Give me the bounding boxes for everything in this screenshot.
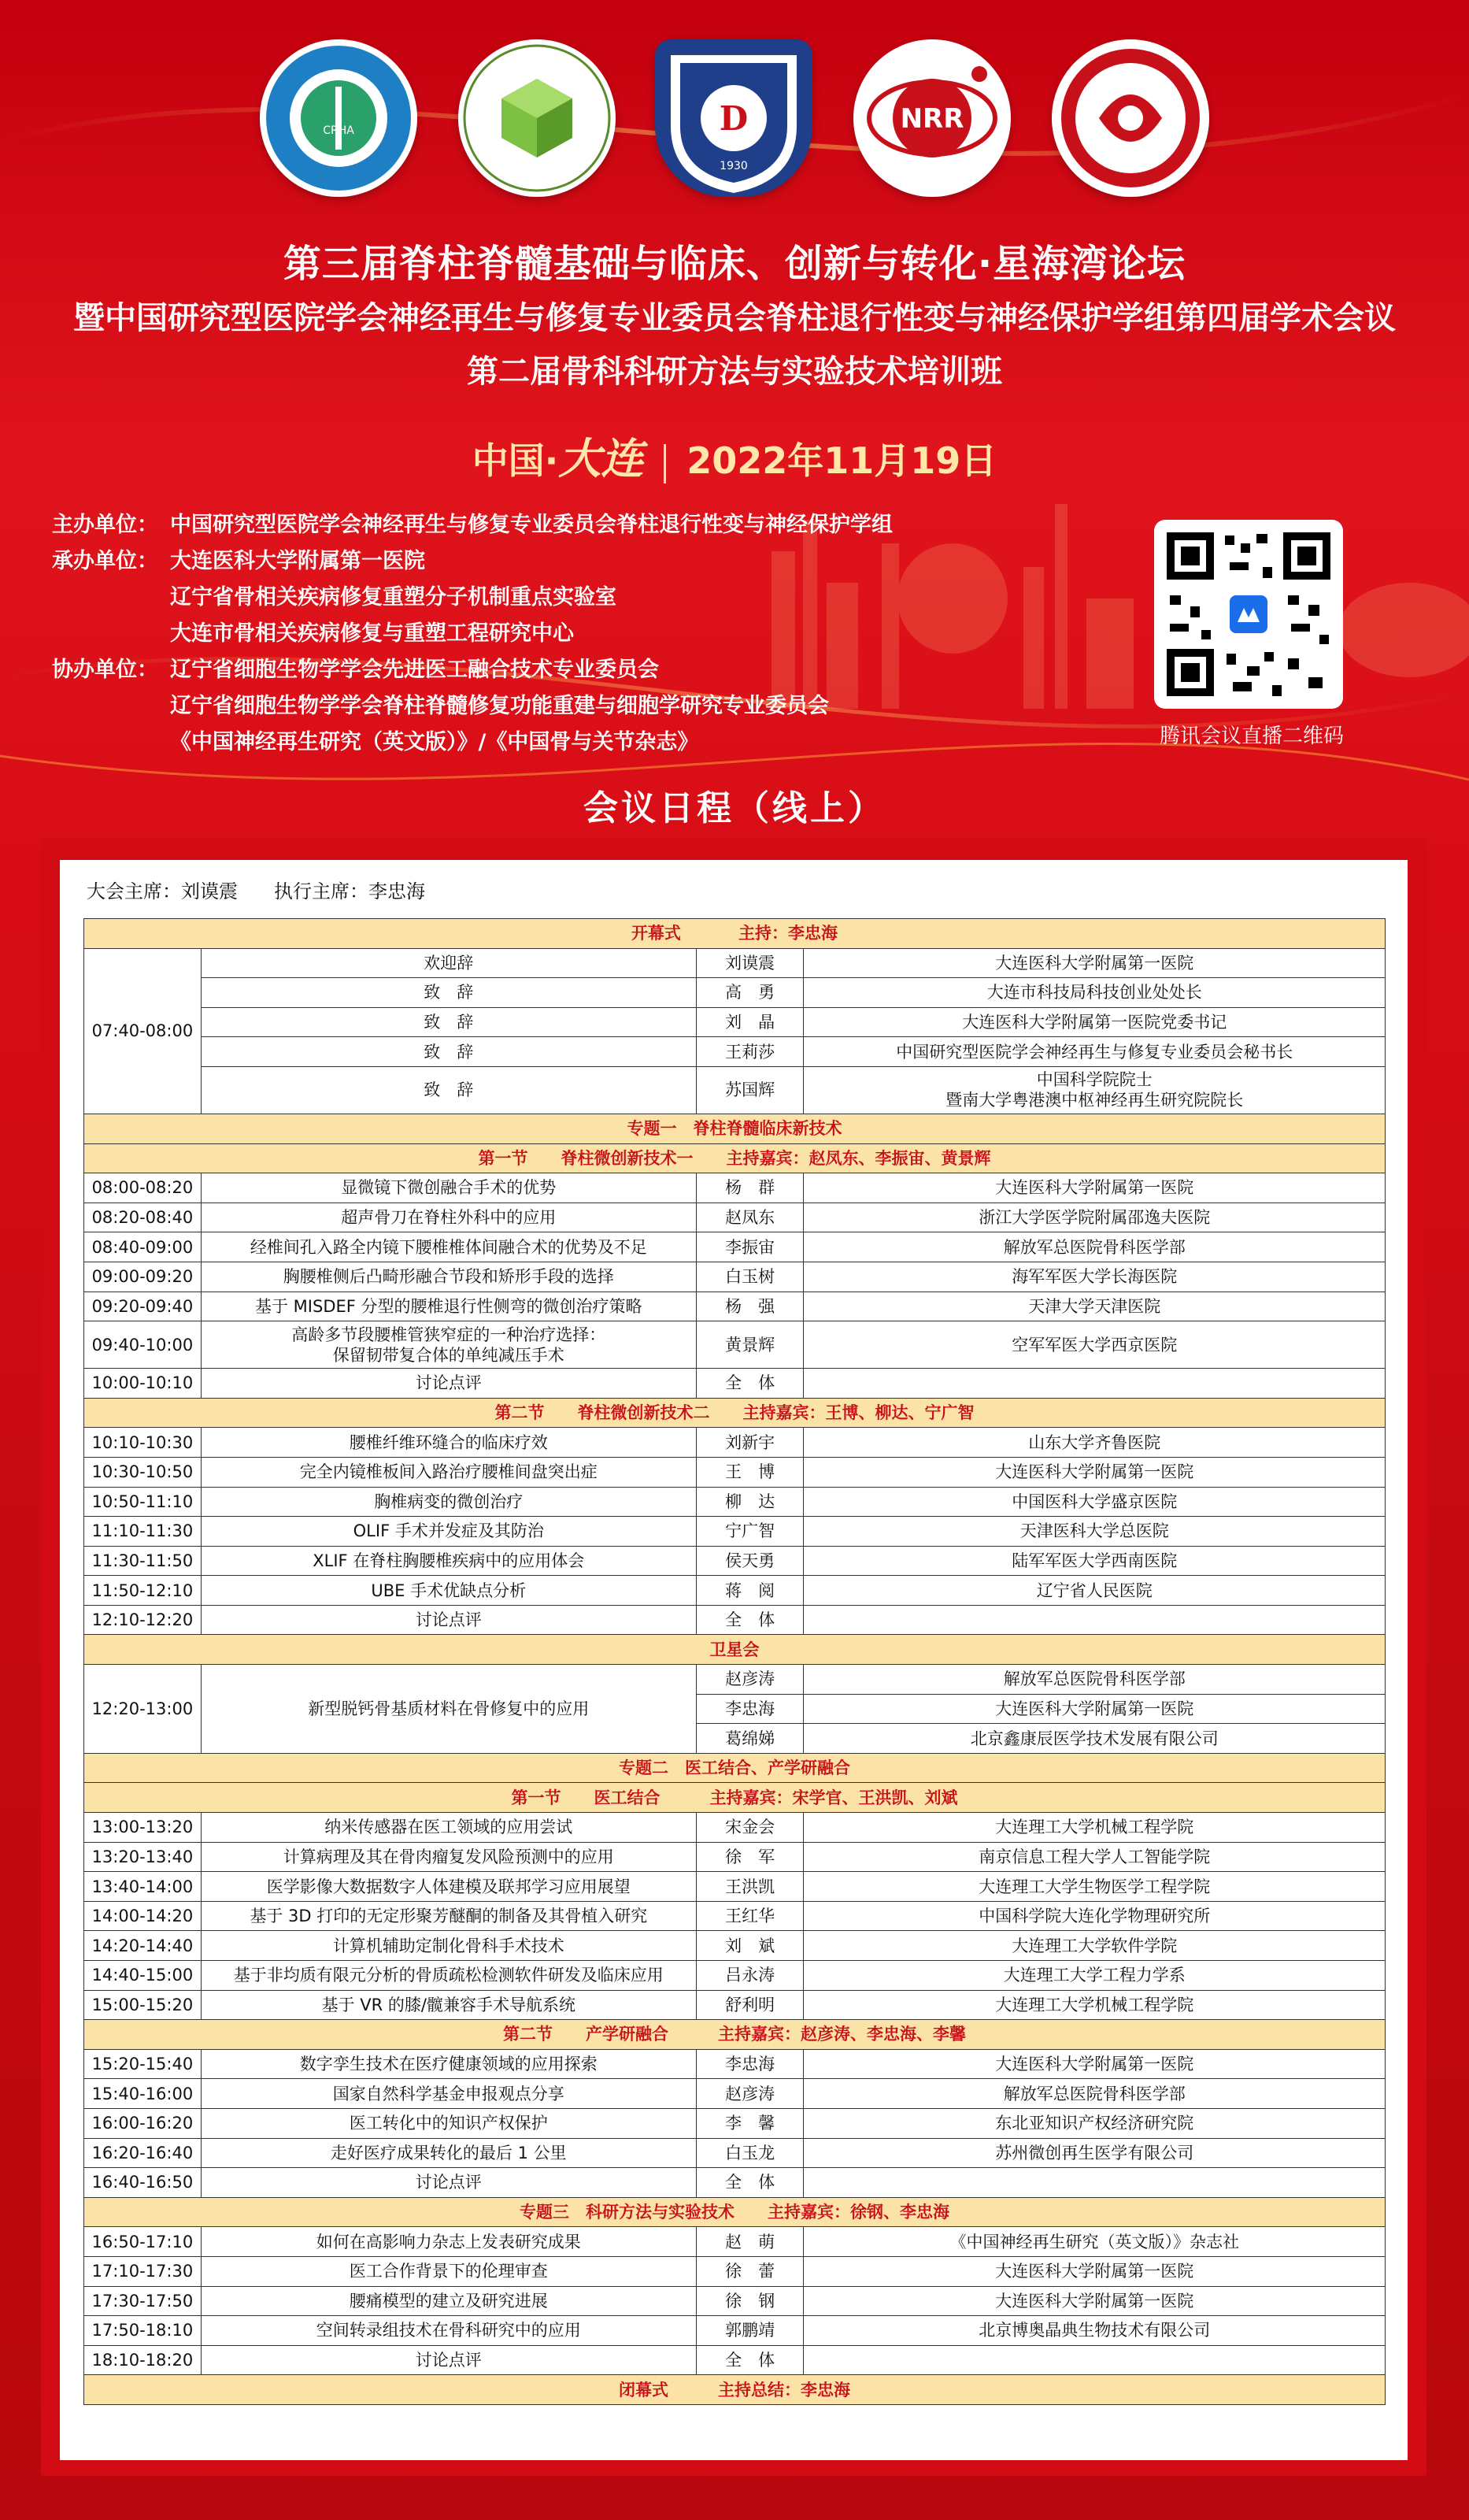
speaker-name: 赵彦涛 [696,1665,804,1695]
talk-topic: 纳米传感器在医工领域的应用尝试 [201,1813,696,1843]
session-time: 14:40-15:00 [84,1961,202,1991]
session-time: 17:30-17:50 [84,2286,202,2316]
talk-topic: 新型脱钙骨基质材料在骨修复中的应用 [201,1665,696,1754]
speaker-name: 葛绵娣 [696,1724,804,1754]
speaker-name: 全 体 [696,1605,804,1635]
dalian-hospital-logo [655,39,812,197]
talk-topic: 基于 VR 的膝/髋兼容手术导航系统 [201,1990,696,2020]
schedule-row [84,1517,1386,1547]
talk-topic: 致 辞 [201,1037,696,1067]
session-time: 17:50-18:10 [84,2316,202,2346]
session-time: 16:20-16:40 [84,2138,202,2168]
session-time: 13:20-13:40 [84,1842,202,1872]
affiliation: 大连医科大学附属第一医院 [804,1457,1386,1487]
speaker-name: 王莉莎 [696,1037,804,1067]
main-title: 第三届脊柱脊髓基础与临床、创新与转化·星海湾论坛 [283,242,1186,286]
affiliation: 大连理工大学机械工程学院 [804,1813,1386,1843]
talk-topic: 空间转录组技术在骨科研究中的应用 [201,2316,696,2346]
date-separator [664,444,666,484]
talk-topic: 完全内镜椎板间入路治疗腰椎间盘突出症 [201,1457,696,1487]
affiliation: 东北亚知识产权经济研究院 [804,2108,1386,2138]
speaker-name: 王 博 [696,1457,804,1487]
schedule-row [84,1173,1386,1203]
section-header-row [84,1635,1386,1665]
schedule-row [84,1813,1386,1843]
speaker-name: 黄景辉 [696,1321,804,1369]
session-time: 16:50-17:10 [84,2227,202,2257]
talk-topic: 数字孪生技术在医疗健康领域的应用探索 [201,2049,696,2079]
qr-code[interactable] [1154,520,1343,709]
organizer-value: 中国研究型医院学会神经再生与修复专业委员会脊柱退行性变与神经保护学组 [170,513,893,537]
talk-topic: 致 辞 [201,1066,696,1114]
talk-topic: 基于 3D 打印的无定形聚芳醚酮的制备及其骨植入研究 [201,1901,696,1931]
speaker-name: 徐 钢 [696,2286,804,2316]
affiliation: 解放军总医院骨科医学部 [804,1232,1386,1262]
schedule-title: 会议日程（线上） [583,788,886,828]
city-text: 大连 [558,433,644,484]
section-header-row [84,1114,1386,1143]
speaker-name: 徐 军 [696,1842,804,1872]
speaker-name: 杨 群 [696,1173,804,1203]
session-time: 15:40-16:00 [84,2079,202,2109]
affiliation: 中国研究型医院学会神经再生与修复专业委员会秘书长 [804,1037,1386,1067]
affiliation: 大连医科大学附属第一医院 [804,2049,1386,2079]
journal-logo [1052,39,1209,197]
affiliation: 中国医科大学盛京医院 [804,1487,1386,1517]
title-block [0,236,1469,398]
session-time: 10:10-10:30 [84,1428,202,1458]
schedule-row [84,1931,1386,1961]
speaker-name: 郭鹏靖 [696,2316,804,2346]
session-time: 10:00-10:10 [84,1369,202,1399]
session-time: 11:30-11:50 [84,1546,202,1576]
section-header-row [84,2197,1386,2227]
talk-topic: 腰椎纤维环缝合的临床疗效 [201,1428,696,1458]
session-time: 08:40-09:00 [84,1232,202,1262]
speaker-name: 刘 晶 [696,1007,804,1037]
session-time: 14:20-14:40 [84,1931,202,1961]
general-chair: 大会主席：刘谟震 [87,880,238,902]
executive-chair: 执行主席：李忠海 [274,880,425,902]
schedule-row [84,2316,1386,2346]
speaker-name: 李忠海 [696,2049,804,2079]
affiliation [804,1369,1386,1399]
session-time: 13:00-13:20 [84,1813,202,1843]
schedule-row [84,948,1386,978]
organizer-row [52,652,893,688]
session-time: 08:00-08:20 [84,1173,202,1203]
schedule-row [84,1428,1386,1458]
affiliation [804,2345,1386,2375]
section-header: 第二节 产学研融合 主持嘉宾：赵彦涛、李忠海、李馨 [84,2020,1386,2050]
speaker-name: 赵凤东 [696,1203,804,1232]
schedule-row [84,1901,1386,1931]
schedule-row [84,1007,1386,1037]
section-header-row [84,2020,1386,2050]
section-header: 闭幕式 主持总结：李忠海 [84,2375,1386,2405]
organizer-value: 辽宁省骨相关疾病修复重塑分子机制重点实验室 [170,585,616,610]
affiliation: 天津医科大学总医院 [804,1517,1386,1547]
schedule-row [84,1605,1386,1635]
talk-topic: 胸腰椎侧后凸畸形融合节段和矫形手段的选择 [201,1262,696,1292]
session-time: 14:00-14:20 [84,1901,202,1931]
qr-code-icon [1154,520,1343,709]
schedule-row [84,2108,1386,2138]
section-header: 专题二 医工结合、产学研融合 [84,1753,1386,1783]
talk-topic: XLIF 在脊柱胸腰椎疾病中的应用体会 [201,1546,696,1576]
talk-topic: 胸椎病变的微创治疗 [201,1487,696,1517]
section-header-row [84,1753,1386,1783]
talk-topic: 腰痛模型的建立及研究进展 [201,2286,696,2316]
speaker-name: 李忠海 [696,1694,804,1724]
organizer-row [52,580,893,616]
schedule-row [84,2168,1386,2198]
schedule-row [84,1037,1386,1067]
session-time: 12:20-13:00 [84,1665,202,1754]
affiliation: 陆军军医大学西南医院 [804,1546,1386,1576]
crha-logo [260,39,417,197]
talk-topic [201,1321,696,1369]
session-time: 07:40-08:00 [84,948,202,1114]
talk-topic: 致 辞 [201,978,696,1008]
speaker-name: 柳 达 [696,1487,804,1517]
schedule-row [84,1369,1386,1399]
affiliation: 苏州微创再生医学有限公司 [804,2138,1386,2168]
svg-text:D: D [719,99,749,138]
talk-topic: 讨论点评 [201,2168,696,2198]
schedule-row [84,1842,1386,1872]
speaker-name: 全 体 [696,2345,804,2375]
affiliation: 南京信息工程大学人工智能学院 [804,1842,1386,1872]
speaker-name: 蒋 阅 [696,1576,804,1606]
section-header: 专题三 科研方法与实验技术 主持嘉宾：徐钢、李忠海 [84,2197,1386,2227]
section-header: 卫星会 [84,1635,1386,1665]
affiliation: 大连医科大学附属第一医院党委书记 [804,1007,1386,1037]
talk-topic-line: 高龄多节段腰椎管狭窄症的一种治疗选择： [291,1325,606,1344]
speaker-name: 全 体 [696,1369,804,1399]
section-header-row [84,919,1386,949]
affiliation [804,1605,1386,1635]
session-time: 16:00-16:20 [84,2108,202,2138]
section-header-row [84,1783,1386,1813]
affiliation: 中国科学院大连化学物理研究所 [804,1901,1386,1931]
talk-topic: 基于 MISDEF 分型的腰椎退行性侧弯的微创治疗策略 [201,1292,696,1321]
section-header: 第一节 脊柱微创新技术一 主持嘉宾：赵凤东、李振宙、黄景辉 [84,1143,1386,1173]
talk-topic: 国家自然科学基金申报观点分享 [201,2079,696,2109]
svg-text:CRHA: CRHA [323,124,354,137]
talk-topic: 讨论点评 [201,2345,696,2375]
schedule-row [84,1872,1386,1902]
date-line [0,425,1469,486]
organizer-label: 协办单位： [52,658,158,682]
speaker-name: 赵彦涛 [696,2079,804,2109]
affiliation: 大连医科大学附属第一医院 [804,2286,1386,2316]
session-time: 11:50-12:10 [84,1576,202,1606]
speaker-name: 李 馨 [696,2108,804,2138]
schedule-row [84,2227,1386,2257]
svg-text:NRR: NRR [900,103,964,135]
organizer-row [52,507,893,543]
affiliation: 海军军医大学长海医院 [804,1262,1386,1292]
schedule-row [84,1665,1386,1695]
session-time: 16:40-16:50 [84,2168,202,2198]
affiliation: 大连医科大学附属第一医院 [804,948,1386,978]
session-time: 15:20-15:40 [84,2049,202,2079]
schedule-row [84,2345,1386,2375]
speaker-name: 舒利明 [696,1990,804,2020]
session-time: 12:10-12:20 [84,1605,202,1635]
schedule-row [84,1232,1386,1262]
schedule-row [84,1546,1386,1576]
speaker-name: 苏国辉 [696,1066,804,1114]
speaker-name: 吕永涛 [696,1961,804,1991]
speaker-name: 白玉龙 [696,2138,804,2168]
affiliation-line: 中国科学院院士 [1036,1070,1153,1090]
svg-text:1930: 1930 [720,160,748,172]
speaker-name: 刘新宇 [696,1428,804,1458]
schedule-table [83,918,1386,2405]
affiliation-line: 暨南大学粤港澳中枢神经再生研究院院长 [945,1091,1244,1110]
subtitle: 暨中国研究型医院学会神经再生与修复专业委员会脊柱退行性变与神经保护学组第四届学术会议 [73,300,1396,336]
schedule-row [84,2079,1386,2109]
schedule-row [84,1961,1386,1991]
affiliation: 空军军医大学西京医院 [804,1321,1386,1369]
schedule-row [84,1487,1386,1517]
speaker-name: 白玉树 [696,1262,804,1292]
schedule-row [84,1262,1386,1292]
section-header: 第二节 脊柱微创新技术二 主持嘉宾：王博、柳达、宁广智 [84,1398,1386,1428]
affiliation: 大连理工大学工程力学系 [804,1961,1386,1991]
session-time: 10:30-10:50 [84,1457,202,1487]
section-header: 开幕式 主持：李忠海 [84,919,1386,949]
talk-topic: 经椎间孔入路全内镜下腰椎椎体间融合术的优势及不足 [201,1232,696,1262]
session-time: 11:10-11:30 [84,1517,202,1547]
speaker-name: 侯天勇 [696,1546,804,1576]
organizer-label: 主办单位： [52,513,158,537]
affiliation: 解放军总医院骨科医学部 [804,1665,1386,1695]
organizer-value: 辽宁省细胞生物学学会脊柱脊髓修复功能重建与细胞学研究专业委员会 [170,694,829,718]
affiliation: 大连医科大学附属第一医院 [804,2256,1386,2286]
talk-topic: 讨论点评 [201,1605,696,1635]
affiliation: 北京博奥晶典生物技术有限公司 [804,2316,1386,2346]
schedule-row [84,1292,1386,1321]
organizer-row [52,616,893,652]
affiliation: 大连医科大学附属第一医院 [804,1694,1386,1724]
talk-topic: 致 辞 [201,1007,696,1037]
affiliation: 《中国神经再生研究（英文版）》杂志社 [804,2227,1386,2257]
affiliation: 北京鑫康辰医学技术发展有限公司 [804,1724,1386,1754]
speaker-name: 赵 萌 [696,2227,804,2257]
speaker-name: 宁广智 [696,1517,804,1547]
section-header: 专题一 脊柱脊髓临床新技术 [84,1114,1386,1143]
session-time: 18:10-18:20 [84,2345,202,2375]
affiliation: 解放军总医院骨科医学部 [804,2079,1386,2109]
talk-topic: 超声骨刀在脊柱外科中的应用 [201,1203,696,1232]
organizer-value: 辽宁省细胞生物学学会先进医工融合技术专业委员会 [170,658,659,682]
affiliation: 天津大学天津医院 [804,1292,1386,1321]
session-time: 09:20-09:40 [84,1292,202,1321]
section-header-row [84,1398,1386,1428]
schedule-row [84,1990,1386,2020]
schedule-row [84,1321,1386,1369]
speaker-name: 全 体 [696,2168,804,2198]
talk-topic: OLIF 手术并发症及其防治 [201,1517,696,1547]
speaker-name: 高 勇 [696,978,804,1008]
talk-topic: 计算病理及其在骨肉瘤复发风险预测中的应用 [201,1842,696,1872]
affiliation: 大连理工大学机械工程学院 [804,1990,1386,2020]
session-time: 09:40-10:00 [84,1321,202,1369]
affiliation: 大连理工大学生物医学工程学院 [804,1872,1386,1902]
speaker-name: 刘 斌 [696,1931,804,1961]
session-time: 08:20-08:40 [84,1203,202,1232]
talk-topic: 医工合作背景下的伦理审查 [201,2256,696,2286]
talk-topic: 计算机辅助定制化骨科手术技术 [201,1931,696,1961]
talk-topic: 如何在高影响力杂志上发表研究成果 [201,2227,696,2257]
talk-topic: UBE 手术优缺点分析 [201,1576,696,1606]
session-time: 15:00-15:20 [84,1990,202,2020]
organizer-label: 承办单位： [52,549,158,573]
schedule-row [84,1457,1386,1487]
nrr-logo [853,39,1011,197]
affiliation: 山东大学齐鲁医院 [804,1428,1386,1458]
schedule-row [84,1066,1386,1114]
organizer-value: 大连医科大学附属第一医院 [170,549,425,573]
affiliation [804,1066,1386,1114]
schedule-row [84,1576,1386,1606]
chairs-line [87,876,461,903]
speaker-name: 宋金会 [696,1813,804,1843]
schedule-row [84,1203,1386,1232]
talk-topic: 显微镜下微创融合手术的优势 [201,1173,696,1203]
organizer-row [52,688,893,724]
session-time: 10:50-11:10 [84,1487,202,1517]
speaker-name: 王洪凯 [696,1872,804,1902]
place-text: 中国· [472,439,559,482]
talk-topic: 讨论点评 [201,1369,696,1399]
talk-topic: 医学影像大数据数字人体建模及联邦学习应用展望 [201,1872,696,1902]
talk-topic: 医工转化中的知识产权保护 [201,2108,696,2138]
talk-topic: 基于非均质有限元分析的骨质疏松检测软件研发及临床应用 [201,1961,696,1991]
speaker-name: 杨 强 [696,1292,804,1321]
talk-topic-line: 保留韧带复合体的单纯减压手术 [332,1345,564,1365]
training-title: 第二届骨科科研方法与实验技术培训班 [467,354,1002,390]
section-header-row [84,2375,1386,2405]
organizer-row [52,543,893,580]
schedule-row [84,978,1386,1008]
schedule-row [84,2049,1386,2079]
affiliation: 浙江大学医学院附属邵逸夫医院 [804,1203,1386,1232]
session-time: 13:40-14:00 [84,1872,202,1902]
affiliation [804,2168,1386,2198]
logo-row [0,24,1469,213]
organizer-value: 《中国神经再生研究（英文版）》/《中国骨与关节杂志》 [170,730,699,754]
section-header-row [84,1143,1386,1173]
session-time: 09:00-09:20 [84,1262,202,1292]
affiliation: 大连理工大学软件学院 [804,1931,1386,1961]
organizer-value: 大连市骨相关疾病修复与重塑工程研究中心 [170,621,574,646]
session-time: 17:10-17:30 [84,2256,202,2286]
organizer-row [52,724,893,761]
qr-caption: 腾讯会议直播二维码 [1159,724,1344,748]
schedule-row [84,2138,1386,2168]
speaker-name: 刘谟震 [696,948,804,978]
affiliation: 辽宁省人民医院 [804,1576,1386,1606]
talk-topic: 走好医疗成果转化的最后 1 公里 [201,2138,696,2168]
section-header: 第一节 医工结合 主持嘉宾：宋学官、王洪凯、刘斌 [84,1783,1386,1813]
date-text: 2022年11月19日 [686,439,997,482]
speaker-name: 李振宙 [696,1232,804,1262]
organizers-block [52,507,893,761]
speaker-name: 王红华 [696,1901,804,1931]
lscb-logo [458,39,616,197]
schedule-row [84,2256,1386,2286]
talk-topic: 欢迎辞 [201,948,696,978]
affiliation: 大连市科技局科技创业处处长 [804,978,1386,1008]
speaker-name: 徐 蕾 [696,2256,804,2286]
affiliation: 大连医科大学附属第一医院 [804,1173,1386,1203]
schedule-row [84,2286,1386,2316]
